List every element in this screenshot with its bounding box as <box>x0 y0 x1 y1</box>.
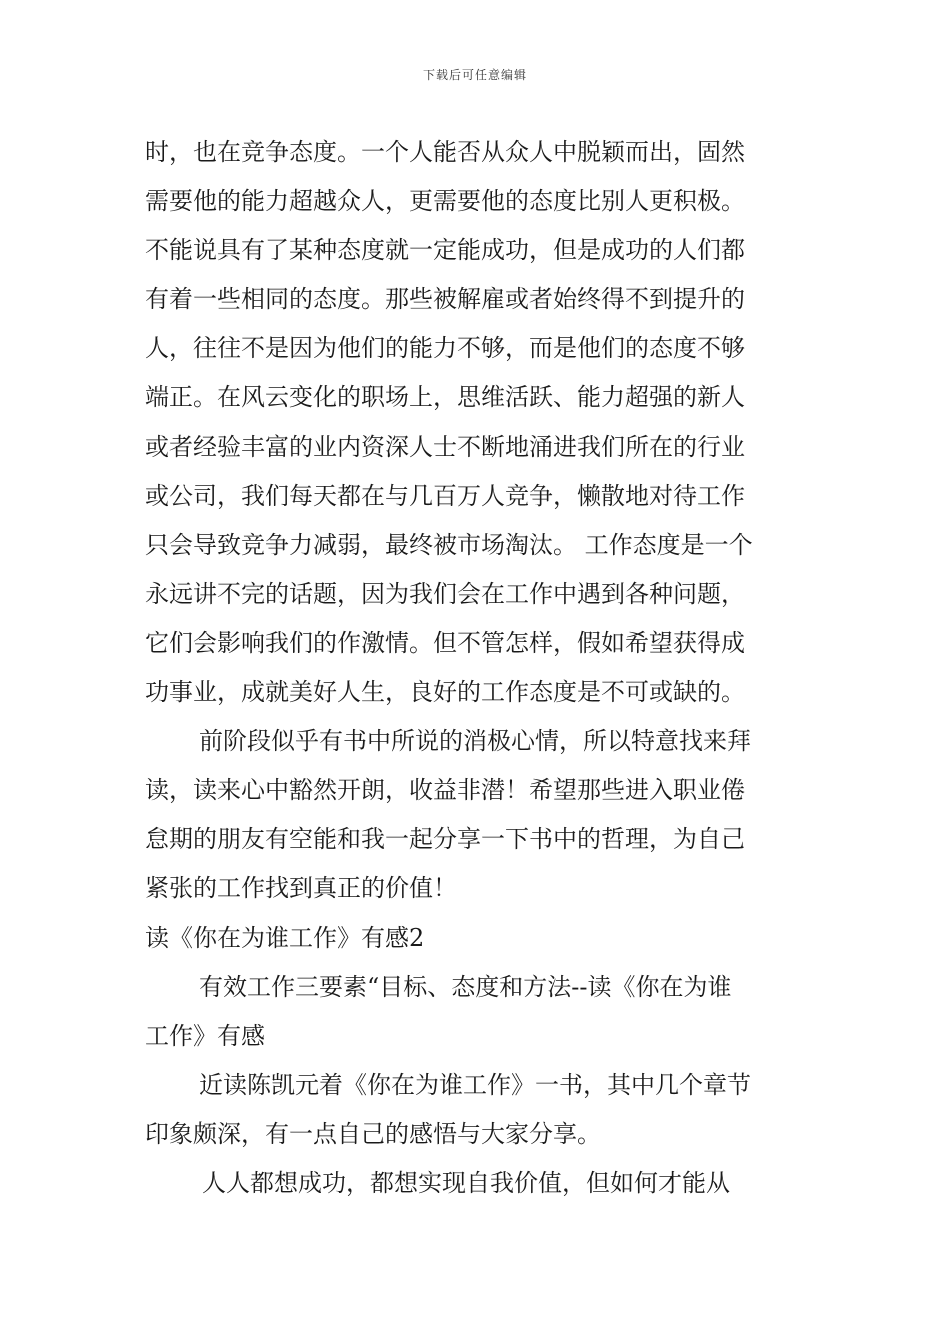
text-line: 或公司，我们每天都在与几百万人竞争，懒散地对待工作 <box>145 481 745 510</box>
text-line: 人，往往不是因为他们的能力不够，而是他们的态度不够 <box>145 334 745 363</box>
page-header: 下载后可任意编辑 <box>422 68 527 82</box>
text-line: 需要他的能力超越众人，更需要他的态度比别人更积极。 <box>145 187 745 216</box>
paragraph-start-line: 前阶段似乎有书中所说的消极心情，所以特意找来拜 <box>199 727 751 756</box>
text-line: 不能说具有了某种态度就一定能成功，但是成功的人们都 <box>145 236 745 265</box>
text-line: 工作》有感 <box>145 1021 265 1050</box>
document-body <box>145 128 810 1208</box>
text-line: 或者经验丰富的业内资深人士不断地涌进我们所在的行业 <box>145 432 745 461</box>
paragraph-start-line: 人人都想成功，都想实现自我价值，但如何才能从 <box>202 1168 730 1197</box>
text-line: 紧张的工作找到真正的价值！ <box>145 874 457 903</box>
text-line: 端正。在风云变化的职场上，思维活跃、能力超强的新人 <box>145 383 745 412</box>
text-line: 时，也在竞争态度。一个人能否从众人中脱颖而出，固然 <box>145 138 745 166</box>
paragraph-start-line: 近读陈凯元着《你在为谁工作》一书，其中几个章节 <box>199 1070 751 1099</box>
paragraph-start-line: 有效工作三要素“目标、态度和方法--读《你在为谁 <box>199 972 732 1001</box>
text-line: 怠期的朋友有空能和我一起分享一下书中的哲理，为自己 <box>145 825 745 854</box>
section-heading: 读《你在为谁工作》有感2 <box>145 923 425 952</box>
text-line: 功事业，成就美好人生，良好的工作态度是不可或缺的。 <box>145 678 745 707</box>
text-line: 印象颇深，有一点自己的感悟与大家分享。 <box>145 1119 601 1148</box>
text-line: 读，读来心中豁然开朗，收益非潜！希望那些进入职业倦 <box>145 776 745 805</box>
text-line: 有着一些相同的态度。那些被解雇或者始终得不到提升的 <box>145 285 745 314</box>
text-line: 它们会影响我们的作激情。但不管怎样，假如希望获得成 <box>145 628 745 657</box>
text-line: 只会导致竞争力减弱，最终被市场淘汰。 工作态度是一个 <box>145 530 753 559</box>
text-line: 永远讲不完的话题，因为我们会在工作中遇到各种问题， <box>145 579 745 608</box>
